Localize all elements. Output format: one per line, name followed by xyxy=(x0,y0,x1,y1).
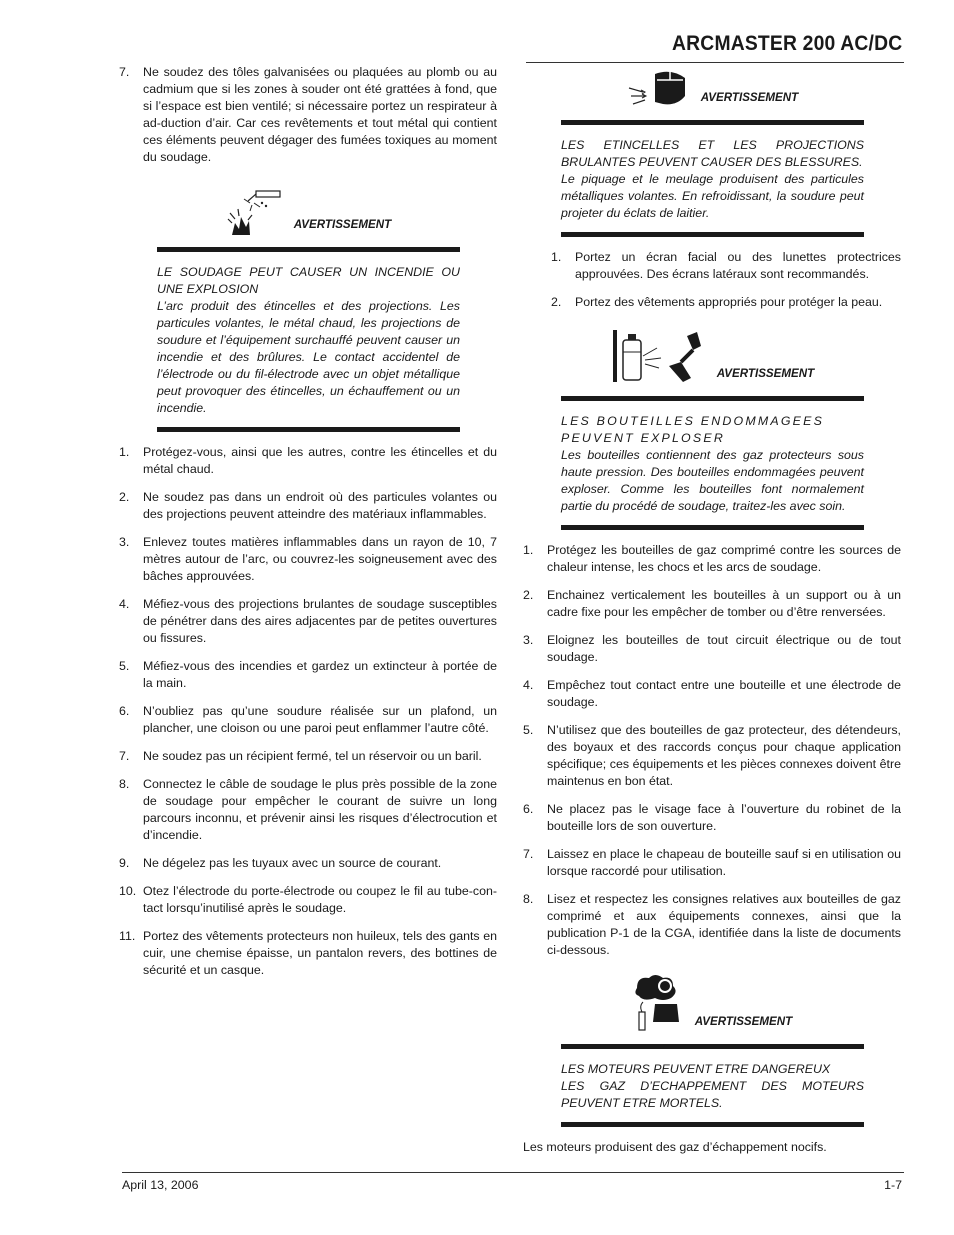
right-column xyxy=(523,64,901,1156)
item-number: 7. xyxy=(523,847,534,861)
warning-bar xyxy=(561,1044,864,1049)
warning-heading: LES MOTEURS PEUVENT ETRE DANGEREUX xyxy=(561,1062,831,1076)
warning-label: AVERTISSEMENT xyxy=(700,91,799,104)
footer-rule xyxy=(122,1172,904,1173)
warning-label: AVERTISSEMENT xyxy=(293,218,392,231)
item-text: Ne placez pas le visage face à l’ouverture du robinet de la bouteille lors de son ouverture. xyxy=(547,802,901,833)
item-text: Protégez-vous, ainsi que les autres, contre les étincelles et du métal chaud. xyxy=(143,445,497,476)
item-text: Ne soudez pas dans un endroit où des particules volantes ou des projections peuvent atteindre des matériaux inflammables. xyxy=(143,490,497,521)
list-item xyxy=(523,677,901,711)
item-text: Eloignez les bouteilles de tout circuit électrique ou de tout soudage. xyxy=(547,633,901,664)
item-text: Connectez le câble de soudage le plus près possible de la zone de soudage pour empêcher le courant de suivre un long parcours inconnu, et prévenir ainsi les risques d’électrocution et d’incendie. xyxy=(143,777,497,842)
list-item xyxy=(119,534,497,585)
item-text: Enlevez toutes matières inflammables dans un rayon de 10, 7 mètres autour de l’arc, ou couvrez-les soigneusement avec des bâches approuvées. xyxy=(143,535,497,583)
list-item xyxy=(523,801,901,835)
item-text: Portez des vêtements protecteurs non huileux, tels des gants en cuir, une chemise épaisse, un pantalon revers, des bottines de sécurité et un casque. xyxy=(143,929,497,977)
right-list-2 xyxy=(523,542,901,959)
item-text: N’utilisez que des bouteilles de gaz protecteur, des détendeurs, des boyaux et des raccords conçus pour chaque application spécifique; ces équipements et les pièces connexes doivent être maintenus en bon état. xyxy=(547,723,901,788)
page-number: 1-7 xyxy=(884,1178,902,1192)
warning-cylinder xyxy=(561,322,864,530)
item-number: 2. xyxy=(523,588,534,602)
item-text: N’oubliez pas qu’une soudure réalisée sur un plafond, un plancher, une cloison ou une paroi peut enflammer l’autre côté. xyxy=(143,704,497,735)
item-text: Protégez les bouteilles de gaz comprimé contre les sources de chaleur intense, les chocs et les arcs de soudage. xyxy=(547,543,901,574)
warning-body: L’arc produit des étincelles et des projections. Les particules volantes, le métal chaud, les projections de soudure et l’équipement surchauffé peuvent causer un incendie et des brûlures. Le contact accidentel de l’électrode ou du fil-électrode avec un objet métallique peut provoquer des étincelles, un échauffement ou un incendie. xyxy=(157,299,460,415)
item-text: Empêchez tout contact entre une bouteille et une électrode de soudage. xyxy=(547,678,901,709)
list-item xyxy=(119,444,497,478)
item-text: Lisez et respectez les consignes relatives aux bouteilles de gaz comprimé et aux équipements connexes, ainsi que la publication P-1 de la CGA, identifiée dans la liste de documents ci-dessous. xyxy=(547,892,901,957)
warning-bar xyxy=(561,1122,864,1127)
item-number: 5. xyxy=(523,723,534,737)
welding-helmet-icon xyxy=(627,66,691,110)
warning-header xyxy=(561,64,864,110)
item-text: Ne soudez des tôles galvanisées ou plaquées au plomb ou au cadmium que si les zones à souder ont été grattées à fond, que si l’espace est bien ventilé; si nécessaire portez un respirateur à ad-duction d’air. Car ces revêtements et tout métal qui contient ces éléments peuvent dégager des fumées toxiques au moment du soudage. xyxy=(143,65,497,164)
list-item xyxy=(523,587,901,621)
list-item xyxy=(119,883,497,917)
warning-body: Le piquage et le meulage produisent des particules métalliques volantes. En refroidissant, la soudure peut projeter du éclats de laitier. xyxy=(561,172,864,220)
item-number: 8. xyxy=(523,892,534,906)
warning-label: AVERTISSEMENT xyxy=(716,367,815,380)
item-text: Enchainez verticalement les bouteilles à un support ou à un cadre fixe pour les empêcher de tomber ou d’être renversées. xyxy=(547,588,901,619)
list-item xyxy=(119,776,497,844)
warning-body: LES GAZ D’ECHAPPEMENT DES MOTEURS PEUVENT ETRE MORTELS. xyxy=(561,1079,864,1110)
list-item xyxy=(523,542,901,576)
warning-bar xyxy=(157,427,460,432)
engine-exhaust-icon xyxy=(633,974,685,1034)
list-item xyxy=(119,489,497,523)
list-item xyxy=(523,846,901,880)
item-number: 4. xyxy=(523,678,534,692)
right-list-1 xyxy=(523,249,901,311)
list-item xyxy=(119,703,497,737)
list-item xyxy=(523,891,901,959)
item-number: 7. xyxy=(119,65,130,79)
item-number: 6. xyxy=(119,704,130,718)
item-number: 2. xyxy=(119,490,130,504)
warning-bar xyxy=(561,232,864,237)
item-number: 11. xyxy=(119,929,136,943)
warning-header xyxy=(561,970,864,1034)
warning-heading: LES BOUTEILLES ENDOMMAGEES PEUVENT EXPLOSER xyxy=(561,414,825,445)
item-text: Otez l’électrode du porte-électrode ou coupez le fil au tube-con-tact lorsqu’inutilisé après le soudage. xyxy=(143,884,497,915)
item-text: Méfiez-vous des incendies et gardez un extincteur à portée de la main. xyxy=(143,659,497,690)
item-text: Portez un écran facial ou des lunettes protectrices approuvées. Des écrans latéraux sont recommandés. xyxy=(575,250,901,281)
item-text: Ne dégelez pas les tuyaux avec un source de courant. xyxy=(143,856,442,870)
list-item xyxy=(119,855,497,872)
list-item xyxy=(119,748,497,765)
warning-sparks xyxy=(561,64,864,237)
closing-text: Les moteurs produisent des gaz d’échappement nocifs. xyxy=(523,1140,827,1154)
item-text: Ne soudez pas un récipient fermé, tel un réservoir ou un baril. xyxy=(143,749,482,763)
item-text: Portez des vêtements appropriés pour protéger la peau. xyxy=(575,295,883,309)
list-item xyxy=(119,658,497,692)
list-item xyxy=(551,249,901,283)
list-item xyxy=(119,928,497,979)
item-number: 3. xyxy=(523,633,534,647)
warning-label: AVERTISSEMENT xyxy=(694,1015,793,1028)
header-rule xyxy=(526,62,904,63)
warning-bar xyxy=(561,120,864,125)
item-number: 1. xyxy=(551,250,562,264)
list-item xyxy=(523,632,901,666)
item-number: 4. xyxy=(119,597,130,611)
item-number: 10. xyxy=(119,884,137,898)
item-number: 2. xyxy=(551,295,562,309)
warning-bar xyxy=(561,525,864,530)
item-number: 6. xyxy=(523,802,534,816)
item-text: Laissez en place le chapeau de bouteille sauf si en utilisation ou lorsque raccordé pour utilisation. xyxy=(547,847,901,878)
warning-bar xyxy=(157,247,460,252)
warning-body: Les bouteilles contiennent des gaz protecteurs sous haute pression. Des bouteilles endommagées peuvent exploser. Comme les bouteilles font normalement partie du procédé de soudage, traitez-les avec soin. xyxy=(561,448,864,513)
warning-heading: LES ETINCELLES ET LES PROJECTIONS BRULANTES PEUVENT CAUSER DES BLESSURES. xyxy=(561,138,864,169)
left-column xyxy=(119,64,497,990)
list-item xyxy=(551,294,901,311)
item-number: 8. xyxy=(119,777,130,791)
fire-explosion-icon xyxy=(226,189,284,237)
warning-bar xyxy=(561,396,864,401)
footer-date: April 13, 2006 xyxy=(122,1178,199,1192)
page-title: ARCMASTER 200 AC/DC xyxy=(671,32,902,55)
item-number: 1. xyxy=(523,543,534,557)
warning-heading: LE SOUDAGE PEUT CAUSER UN INCENDIE OU UNE EXPLOSION xyxy=(157,265,460,296)
list-item xyxy=(119,64,497,166)
left-list xyxy=(119,444,497,979)
list-item xyxy=(523,722,901,790)
gas-cylinder-icon xyxy=(611,326,707,386)
item-number: 3. xyxy=(119,535,130,549)
warning-header xyxy=(157,177,460,237)
warning-fire xyxy=(157,177,460,432)
warning-header xyxy=(561,322,864,386)
item-number: 7. xyxy=(119,749,130,763)
list-item xyxy=(119,596,497,647)
item-text: Méfiez-vous des projections brulantes de soudage susceptibles de pénétrer dans des aires adjacentes par de petites ouvertures ou fissures. xyxy=(143,597,497,645)
warning-engine xyxy=(561,970,864,1127)
item-number: 5. xyxy=(119,659,130,673)
item-number: 9. xyxy=(119,856,130,870)
item-number: 1. xyxy=(119,445,130,459)
